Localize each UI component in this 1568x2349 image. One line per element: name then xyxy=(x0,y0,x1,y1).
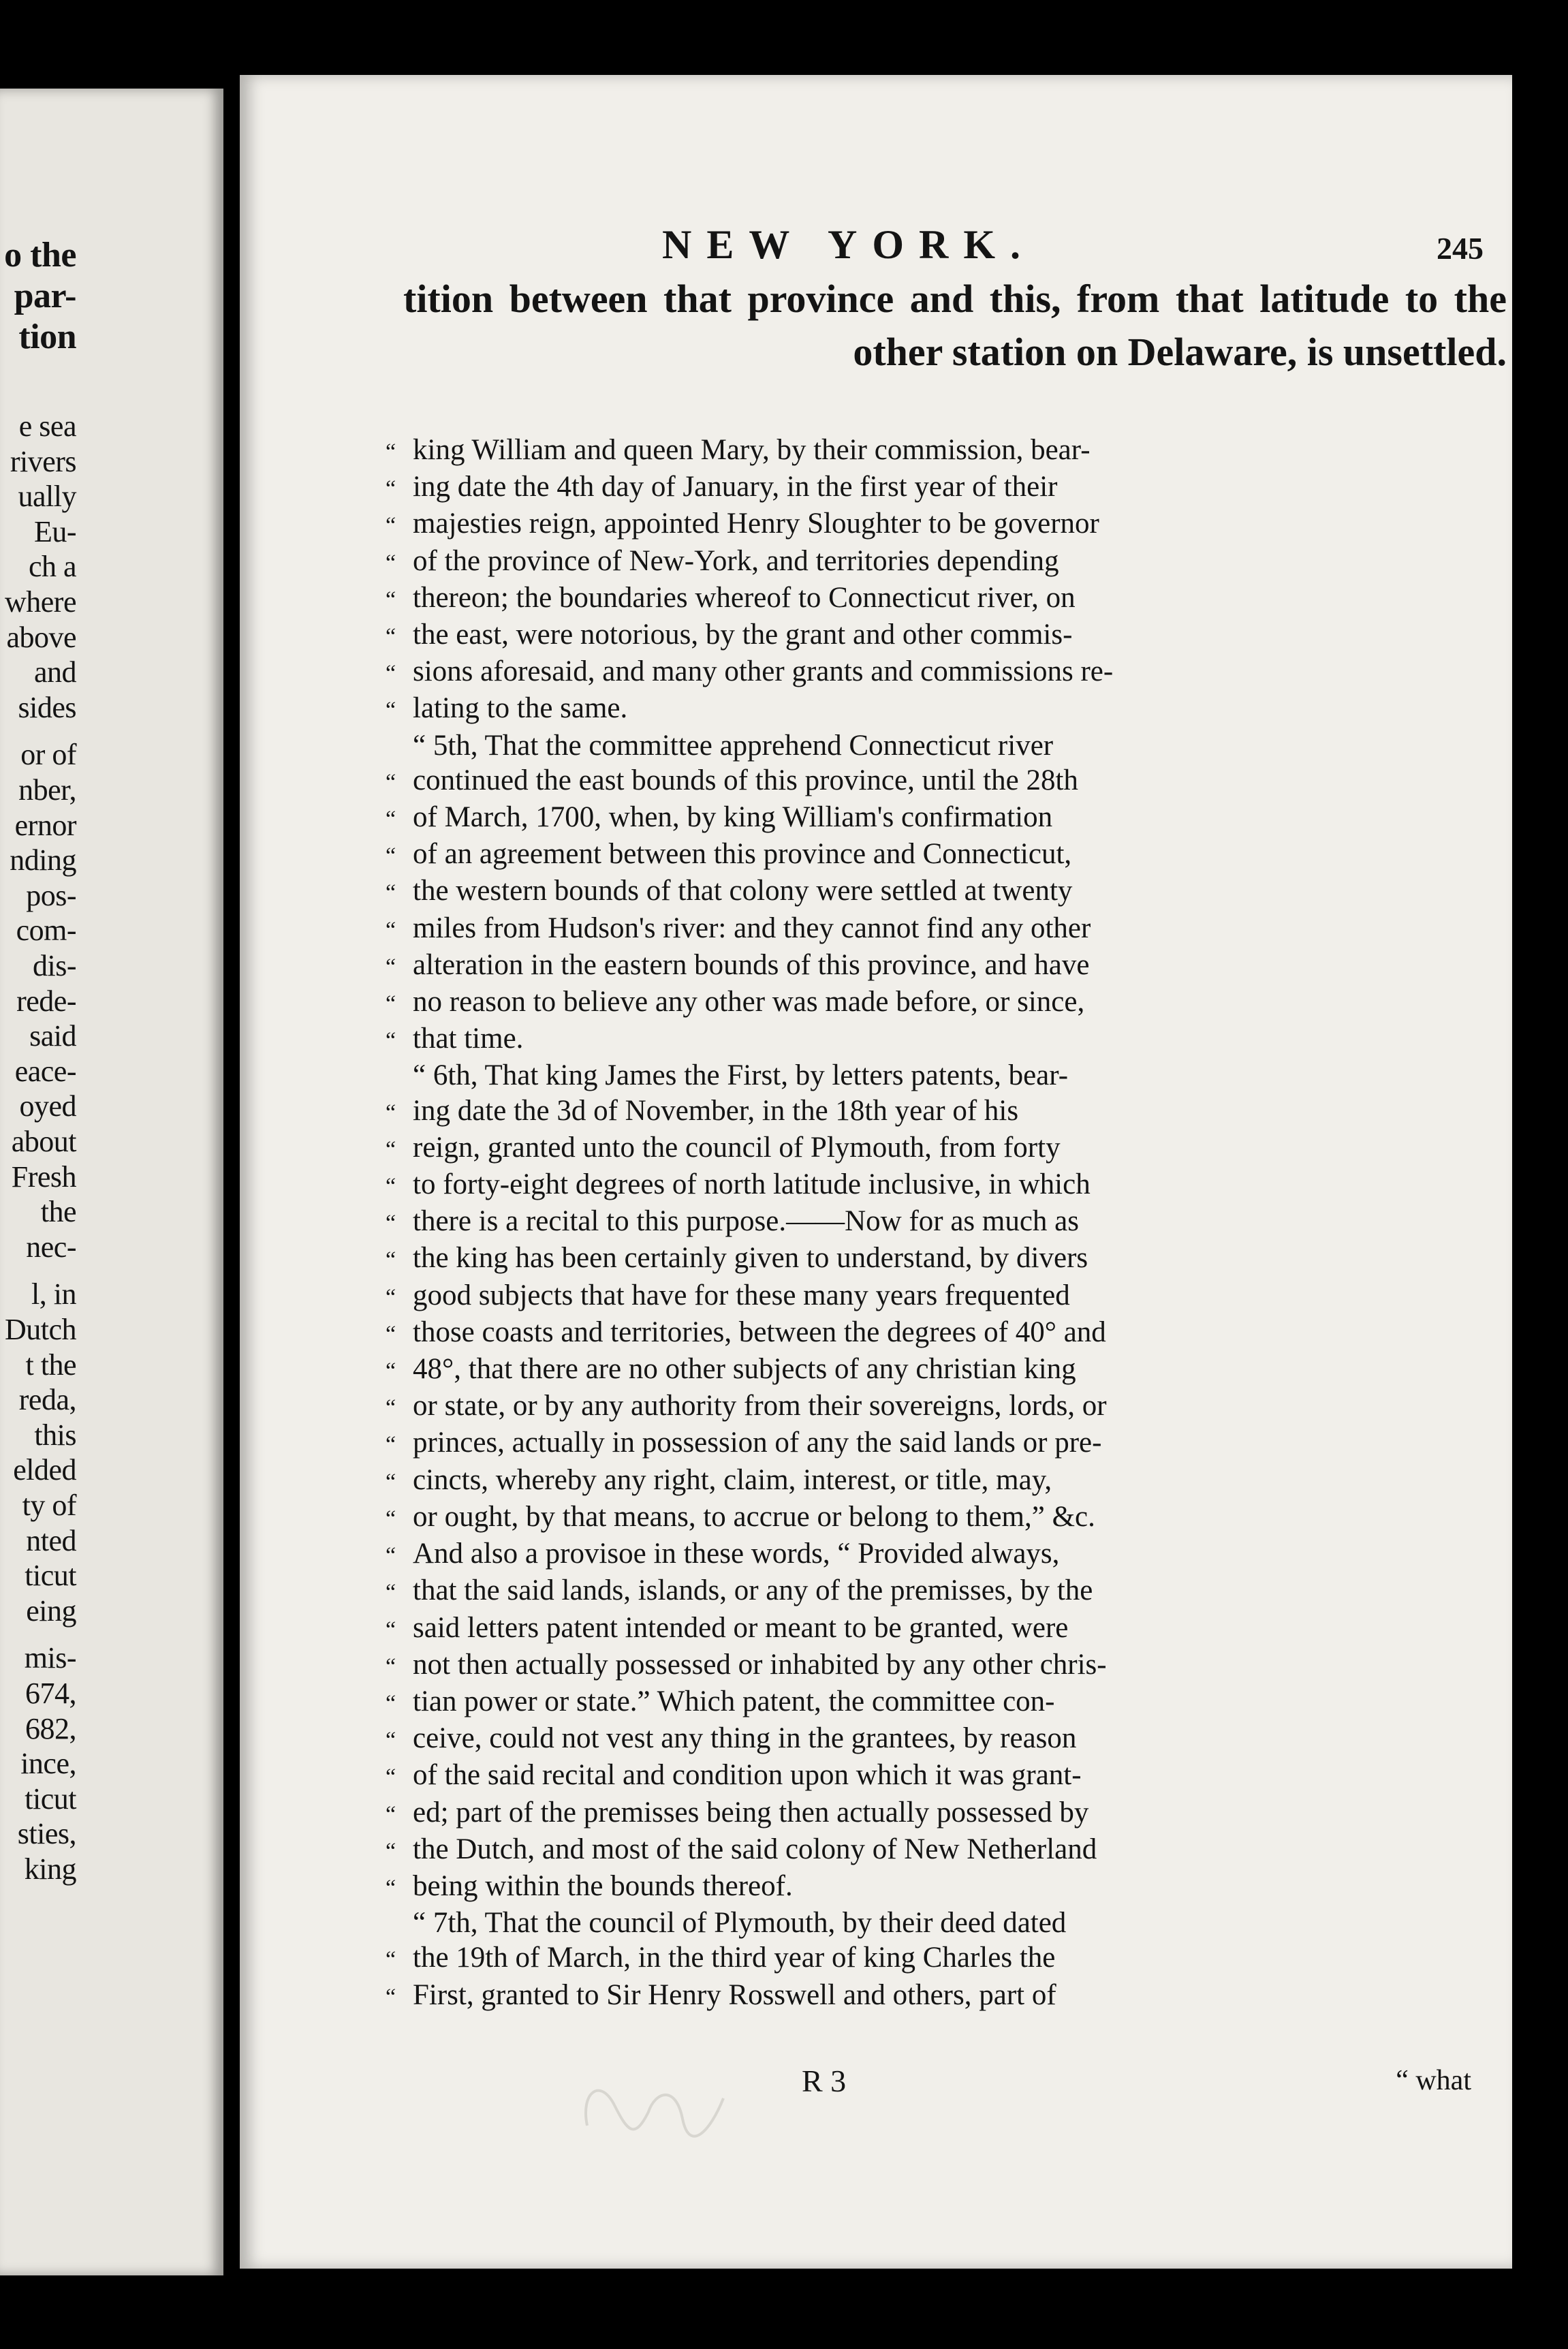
text-line xyxy=(386,1204,1512,1241)
left-page-fragment: oyed xyxy=(19,1089,76,1123)
line-text: ed; part of the premisses being then actually possessed by xyxy=(413,1796,1089,1829)
text-line xyxy=(386,1167,1512,1204)
left-page-fragment: said xyxy=(29,1019,76,1053)
text-line xyxy=(386,984,1512,1021)
text-line xyxy=(386,617,1512,654)
text-line xyxy=(386,1611,1512,1647)
quote-mark: “ xyxy=(386,1580,396,1606)
line-text: “ 7th, That the council of Plymouth, by their deed dated xyxy=(413,1907,1067,1940)
line-text: or state, or by any authority from their sovereigns, lords, or xyxy=(413,1390,1107,1422)
text-line xyxy=(386,763,1512,800)
quote-mark: “ xyxy=(386,1984,396,2010)
quote-mark: “ xyxy=(386,1617,396,1643)
quote-mark: “ xyxy=(386,661,396,687)
quote-mark: “ xyxy=(386,1543,396,1569)
quote-mark: “ xyxy=(386,807,396,833)
quote-mark: “ xyxy=(386,439,396,465)
line-text: ing date the 4th day of January, in the first year of their xyxy=(413,471,1058,503)
line-text: the Dutch, and most of the said colony of New Netherland xyxy=(413,1833,1097,1865)
text-line xyxy=(386,1130,1512,1167)
text-line xyxy=(386,1093,1512,1130)
quote-mark: “ xyxy=(386,1432,396,1458)
left-page-fragment: about xyxy=(11,1125,76,1158)
quote-mark: “ xyxy=(386,1764,396,1790)
quote-mark: “ xyxy=(386,1838,396,1864)
quote-mark: “ xyxy=(386,769,396,795)
left-page-fragment: Fresh xyxy=(11,1160,76,1194)
text-line xyxy=(386,1315,1512,1352)
signature-mark: R 3 xyxy=(802,2064,847,2098)
left-page-fragment: e sea xyxy=(18,409,76,443)
text-line xyxy=(386,1795,1512,1832)
left-page-fragment: sides xyxy=(18,690,76,724)
quote-mark: “ xyxy=(386,1875,396,1901)
text-line xyxy=(386,1905,1512,1940)
left-page-fragment: ty of xyxy=(22,1489,76,1522)
text-line xyxy=(386,1940,1512,1977)
left-page-fragment: rivers xyxy=(10,444,76,478)
quote-mark: “ xyxy=(386,1469,396,1495)
line-text: And also a provisoe in these words, “ Provided always, xyxy=(413,1538,1060,1570)
quote-mark: “ xyxy=(386,513,396,539)
handwritten-ink-mark xyxy=(574,2064,737,2146)
left-page-fragment: 682, xyxy=(25,1711,76,1745)
left-page-fragment: and xyxy=(33,655,76,689)
left-page-fragment: ince, xyxy=(20,1747,76,1781)
left-page-fragment: dis- xyxy=(33,949,76,982)
text-line xyxy=(386,1978,1512,2014)
quote-mark: “ xyxy=(386,954,396,980)
left-page-fragment: rede- xyxy=(16,984,76,1018)
text-line xyxy=(386,1684,1512,1721)
quote-mark: “ xyxy=(386,880,396,906)
line-text: ing date the 3d of November, in the 18th year of his xyxy=(413,1094,1019,1127)
quote-mark: “ xyxy=(386,1690,396,1716)
line-text: the western bounds of that colony were settled at twenty xyxy=(413,875,1073,907)
text-line xyxy=(386,873,1512,910)
left-page-fragment: 674, xyxy=(25,1677,76,1710)
left-page-fragment: par- xyxy=(14,277,76,315)
quote-mark: “ xyxy=(386,1321,396,1347)
text-line xyxy=(386,1463,1512,1499)
line-text: “ 5th, That the committee apprehend Connecticut river xyxy=(413,729,1054,762)
page-number: 245 xyxy=(1437,231,1484,266)
line-text: of the province of New-York, and territories depending xyxy=(413,544,1059,577)
line-text: thereon; the boundaries whereof to Connecticut river, on xyxy=(413,581,1076,614)
left-page-fragment: ticut xyxy=(25,1559,76,1593)
text-line xyxy=(386,1058,1512,1093)
text-line xyxy=(386,1425,1512,1462)
line-text: tian power or state.” Which patent, the committee con- xyxy=(413,1685,1055,1717)
left-page-fragment: the xyxy=(40,1195,76,1229)
line-text: “ 6th, That king James the First, by letters patents, bear- xyxy=(413,1059,1069,1092)
left-page-fragment: ernor xyxy=(14,808,76,842)
line-text: continued the east bounds of this province, until the 28th xyxy=(413,764,1078,796)
quote-mark: “ xyxy=(386,1100,396,1125)
left-page-fragment: king xyxy=(24,1852,76,1886)
line-text: ceive, could not vest any thing in the grantees, by reason xyxy=(413,1722,1077,1755)
text-line xyxy=(386,948,1512,984)
line-text: to forty-eight degrees of north latitude inclusive, in which xyxy=(413,1168,1091,1201)
line-text: said letters patent intended or meant to be granted, were xyxy=(413,1611,1069,1644)
text-line xyxy=(386,1241,1512,1277)
left-page-edge xyxy=(0,89,223,2275)
left-page-fragment: eace- xyxy=(14,1054,76,1088)
right-page xyxy=(240,75,1512,2269)
left-page-fragment: or of xyxy=(20,738,76,772)
left-page-fragment: nding xyxy=(10,843,76,877)
text-line xyxy=(386,1647,1512,1684)
left-page-fragment: above xyxy=(6,620,76,654)
line-text: the east, were notorious, by the grant and other commis- xyxy=(413,619,1073,651)
left-page-fragment: sties, xyxy=(17,1817,76,1851)
left-page-fragment: com- xyxy=(16,914,76,948)
left-page-fragment: o the xyxy=(4,236,76,275)
left-page-fragment: ually xyxy=(18,480,76,514)
text-line xyxy=(386,911,1512,948)
line-text: majesties reign, appointed Henry Sloughter to be governor xyxy=(413,508,1099,540)
text-line xyxy=(386,1536,1512,1573)
left-page-fragment: eing xyxy=(26,1593,76,1628)
quote-mark: “ xyxy=(386,1028,396,1054)
text-line xyxy=(386,1573,1512,1610)
text-line xyxy=(386,1758,1512,1794)
line-text: alteration in the eastern bounds of this province, and have xyxy=(413,948,1090,981)
line-text: of March, 1700, when, by king William's confirmation xyxy=(413,801,1053,834)
text-line xyxy=(386,580,1512,617)
line-text: of an agreement between this province and Connecticut, xyxy=(413,838,1072,871)
quote-mark: “ xyxy=(386,917,396,943)
left-page-fragment: nber, xyxy=(18,773,76,807)
left-page-fragment: l, in xyxy=(31,1277,76,1311)
line-text: being within the bounds thereof. xyxy=(413,1869,793,1902)
catchword: “ what xyxy=(1396,2065,1471,2096)
left-page-fragment: ch a xyxy=(28,550,76,584)
quote-mark: “ xyxy=(386,550,396,576)
line-text: the king has been certainly given to understand, by divers xyxy=(413,1242,1088,1275)
text-line xyxy=(386,1021,1512,1058)
line-text: of the said recital and condition upon which it was grant- xyxy=(413,1759,1082,1792)
quote-mark: “ xyxy=(386,843,396,869)
quote-mark: “ xyxy=(386,1284,396,1310)
quote-mark: “ xyxy=(386,1136,396,1162)
line-text: no reason to believe any other was made before, or since, xyxy=(413,986,1085,1018)
quote-mark: “ xyxy=(386,1506,396,1531)
text-line xyxy=(386,506,1512,543)
left-page-fragment: this xyxy=(34,1418,76,1452)
text-line xyxy=(386,433,1512,469)
quote-mark: “ xyxy=(386,698,396,724)
text-line xyxy=(386,1869,1512,1905)
line-text: 48°, that there are no other subjects of any christian king xyxy=(413,1353,1076,1386)
left-page-fragment: nted xyxy=(26,1523,76,1557)
line-text: not then actually possessed or inhabited by any other chris- xyxy=(413,1648,1107,1681)
quote-mark: “ xyxy=(386,587,396,612)
quote-mark: “ xyxy=(386,991,396,1017)
line-text: there is a recital to this purpose.——Now for as much as xyxy=(413,1205,1079,1238)
body-text xyxy=(386,433,1512,2014)
line-text: princes, actually in possession of any the said lands or pre- xyxy=(413,1427,1102,1459)
line-text: lating to the same. xyxy=(413,692,628,725)
left-page-fragment: mis- xyxy=(24,1641,76,1675)
left-page-fragment: pos- xyxy=(26,878,76,912)
left-page-fragment: t the xyxy=(25,1348,76,1382)
left-page-fragment: reda, xyxy=(18,1383,76,1417)
left-page-fragment: tion xyxy=(18,317,76,356)
text-line xyxy=(386,691,1512,728)
quote-mark: “ xyxy=(386,1358,396,1384)
line-text: the 19th of March, in the third year of king Charles the xyxy=(413,1942,1056,1974)
quote-mark: “ xyxy=(386,1801,396,1827)
text-line xyxy=(386,1721,1512,1758)
left-page-fragment: where xyxy=(5,585,76,619)
quote-mark: “ xyxy=(386,1395,396,1421)
text-line xyxy=(386,728,1512,763)
left-page-fragment: elded xyxy=(13,1453,76,1487)
marginal-headnote: tition between that province and this, from that latitude to the other station on Delaware, is unsettled. xyxy=(403,277,1507,374)
quote-mark: “ xyxy=(386,476,396,502)
line-text: or ought, by that means, to accrue or belong to them,” &c. xyxy=(413,1500,1095,1533)
left-page-fragment: nec- xyxy=(26,1230,76,1264)
text-line xyxy=(386,1388,1512,1425)
quote-mark: “ xyxy=(386,1653,396,1679)
text-line xyxy=(386,654,1512,691)
text-line xyxy=(386,1499,1512,1536)
text-line xyxy=(386,800,1512,837)
text-line xyxy=(386,469,1512,506)
left-page-fragment: ticut xyxy=(25,1782,76,1816)
quote-mark: “ xyxy=(386,1174,396,1200)
line-text: reign, granted unto the council of Plymouth, from forty xyxy=(413,1131,1061,1164)
line-text: First, granted to Sir Henry Rosswell and others, part of xyxy=(413,1978,1056,2011)
quote-mark: “ xyxy=(386,1211,396,1236)
left-page-fragment: Dutch xyxy=(4,1313,76,1346)
line-text: miles from Hudson's river: and they cannot find any other xyxy=(413,912,1091,944)
running-head: NEW YORK. xyxy=(662,222,1036,267)
text-line xyxy=(386,1278,1512,1315)
text-line xyxy=(386,544,1512,580)
line-text: king William and queen Mary, by their commission, bear- xyxy=(413,434,1091,466)
line-text: good subjects that have for these many years frequented xyxy=(413,1279,1070,1311)
line-text: that the said lands, islands, or any of the premisses, by the xyxy=(413,1574,1093,1607)
quote-mark: “ xyxy=(386,1728,396,1754)
line-text: that time. xyxy=(413,1023,524,1055)
text-line xyxy=(386,837,1512,873)
line-text: cincts, whereby any right, claim, interest, or title, may, xyxy=(413,1463,1052,1496)
quote-mark: “ xyxy=(386,1247,396,1273)
text-line xyxy=(386,1352,1512,1388)
line-text: sions aforesaid, and many other grants and commissions re- xyxy=(413,655,1114,688)
left-page-fragment: Eu- xyxy=(33,514,76,548)
quote-mark: “ xyxy=(386,624,396,650)
quote-mark: “ xyxy=(386,1947,396,1973)
line-text: those coasts and territories, between the degrees of 40° and xyxy=(413,1316,1106,1348)
text-line xyxy=(386,1832,1512,1869)
